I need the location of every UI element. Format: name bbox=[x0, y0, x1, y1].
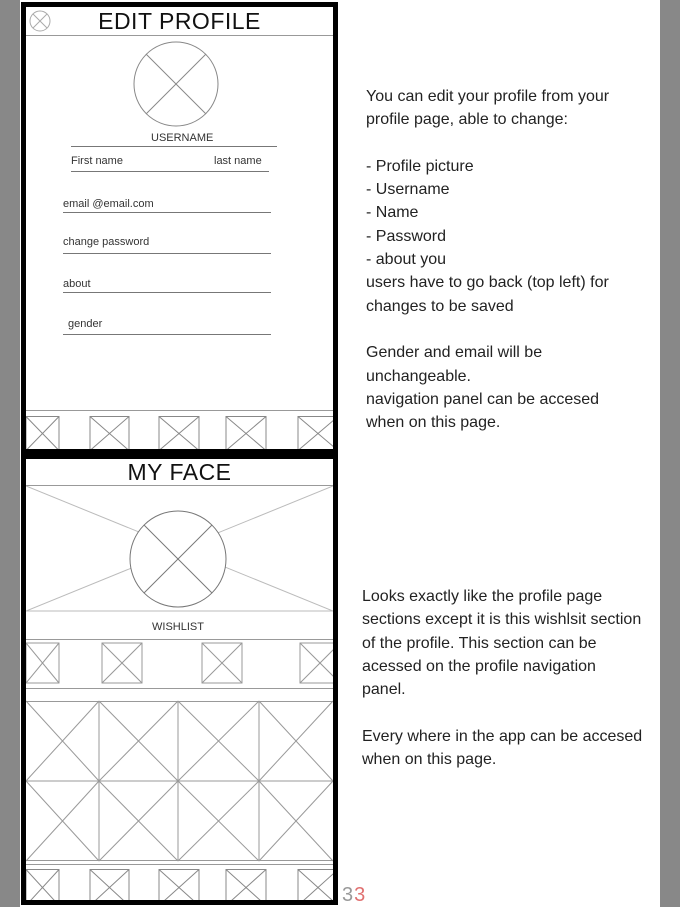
password-underline bbox=[63, 253, 271, 254]
placeholder-image-icon[interactable] bbox=[159, 417, 199, 451]
left-page-margin bbox=[0, 0, 20, 907]
header-divider bbox=[26, 35, 333, 36]
nav-divider bbox=[26, 864, 333, 865]
wishlist-row bbox=[26, 639, 338, 689]
placeholder-image-icon[interactable] bbox=[26, 643, 59, 683]
placeholder-image-icon[interactable] bbox=[99, 701, 178, 781]
edit-profile-wireframe bbox=[21, 2, 338, 454]
placeholder-image-icon[interactable] bbox=[300, 643, 338, 683]
my-face-wireframe bbox=[21, 454, 338, 905]
name-underline bbox=[71, 171, 269, 172]
placeholder-image-icon[interactable] bbox=[26, 781, 99, 861]
right-page-margin bbox=[660, 0, 680, 907]
about-underline bbox=[63, 292, 271, 293]
wishlist-grid bbox=[26, 701, 333, 861]
page-number-digit: 3 bbox=[354, 884, 367, 906]
placeholder-image-icon[interactable] bbox=[90, 417, 129, 451]
navigation-panel bbox=[26, 416, 333, 454]
placeholder-image-icon[interactable] bbox=[202, 643, 242, 683]
placeholder-image-icon[interactable] bbox=[26, 701, 99, 781]
email-field: email @email.com bbox=[63, 198, 154, 210]
edit-profile-notes: You can edit your profile from your profile page, able to change: - Profile picture - Username - Name - Password - about you users have to go back (top left) for changes to be saved Gender and email will be unchangeable. navigation panel can be accesed when on this page. bbox=[366, 88, 610, 432]
placeholder-image-icon[interactable] bbox=[259, 781, 333, 861]
placeholder-image-icon[interactable] bbox=[226, 417, 266, 451]
placeholder-image-icon[interactable] bbox=[99, 781, 178, 861]
page-title: EDIT PROFILE bbox=[98, 8, 261, 34]
page-title: MY FACE bbox=[127, 459, 232, 485]
placeholder-image-icon[interactable] bbox=[26, 417, 59, 451]
profile-picture-placeholder[interactable] bbox=[132, 40, 220, 128]
placeholder-image-icon[interactable] bbox=[226, 870, 266, 906]
username-field[interactable]: USERNAME bbox=[151, 132, 214, 144]
my-face-notes: Looks exactly like the profile page sections except it is this wishlsit section of the profile. This section can be acessed on the profile navigation panel. Every where in the app can be accesed when on this page. bbox=[362, 588, 643, 769]
placeholder-image-icon[interactable] bbox=[26, 870, 59, 906]
page-number bbox=[342, 884, 366, 907]
profile-picture-placeholder[interactable] bbox=[129, 510, 227, 608]
placeholder-image-icon[interactable] bbox=[298, 417, 338, 451]
username-underline bbox=[71, 146, 277, 147]
placeholder-image-icon[interactable] bbox=[298, 870, 338, 906]
page-number-digit: 3 bbox=[342, 884, 355, 906]
email-underline bbox=[63, 212, 271, 213]
last-name-field[interactable]: last name bbox=[214, 155, 262, 167]
placeholder-image-icon[interactable] bbox=[90, 870, 129, 906]
placeholder-image-icon[interactable] bbox=[178, 701, 259, 781]
gender-field: gender bbox=[68, 318, 103, 330]
placeholder-image-icon[interactable] bbox=[178, 781, 259, 861]
placeholder-image-icon[interactable] bbox=[159, 870, 199, 906]
wishlist-section-title: WISHLIST bbox=[152, 621, 204, 633]
placeholder-image-icon[interactable] bbox=[102, 643, 142, 683]
nav-divider bbox=[26, 410, 333, 411]
gender-underline bbox=[63, 334, 271, 335]
first-name-field[interactable]: First name bbox=[71, 155, 123, 167]
navigation-panel bbox=[26, 869, 333, 905]
about-field[interactable]: about bbox=[63, 278, 91, 290]
placeholder-image-icon[interactable] bbox=[259, 701, 333, 781]
change-password-field[interactable]: change password bbox=[63, 236, 150, 248]
